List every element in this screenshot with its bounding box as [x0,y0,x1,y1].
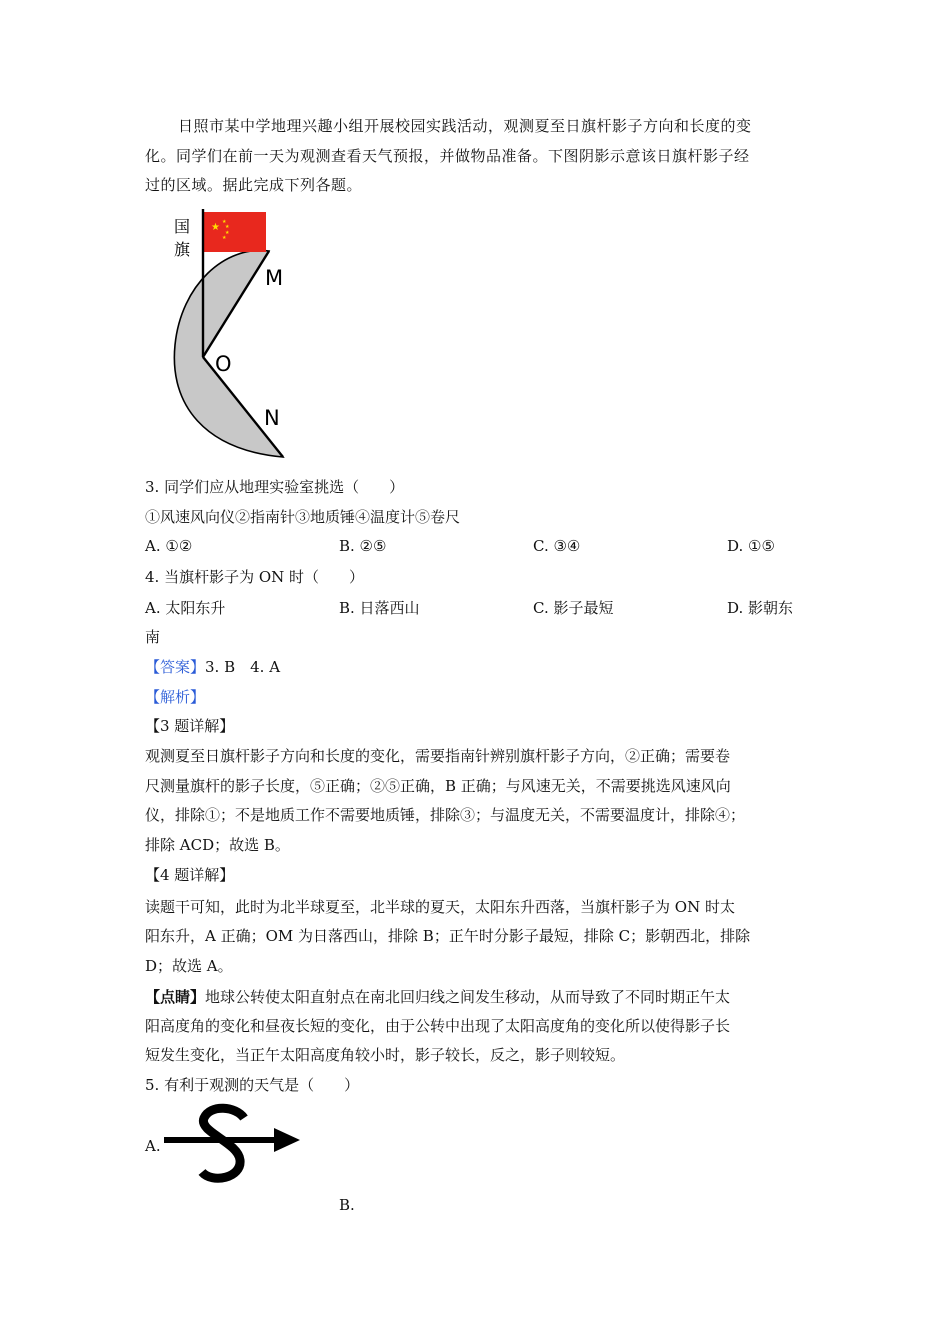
q3-option-b: B. ②⑤ [339,537,387,555]
flag-star-icon: ★ [211,222,220,233]
q4-stem: 4. 当旗杆影子为 ON 时（ ） [145,568,365,586]
tip-line: 短发生变化，当正午太阳高度角较小时，影子较长，反之，影子则较短。 [145,1046,626,1064]
flag-star-icon: ★ [222,219,227,225]
answer-tag: 【答案】 [145,658,206,676]
q3-option-d: D. ①⑤ [727,537,775,555]
intro-line-3: 过的区域。据此完成下列各题。 [145,176,363,194]
q4-option-d: D. 影朝东 [727,599,794,617]
tip-line: 阳高度角的变化和昼夜长短的变化，由于公转中出现了太阳高度角的变化所以使得影子长 [145,1017,731,1035]
q5-stem: 5. 有利于观测的天气是（ ） [145,1076,360,1094]
q4-option-c: C. 影子最短 [533,599,614,617]
q4-detail-line: 阳东升，A 正确；OM 为日落西山，排除 B；正午时分影子最短，排除 C；影朝西北，排除 [145,927,751,945]
q4-option-b: B. 日落西山 [339,599,420,617]
q4-option-a: A. 太阳东升 [145,599,226,617]
analysis-tag: 【解析】 [145,688,206,706]
q3-detail-line: 观测夏至日旗杆影子方向和长度的变化，需要指南针辨别旗杆影子方向，②正确；需要卷 [145,747,731,765]
intro-line-1: 日照市某中学地理兴趣小组开展校园实践活动，观测夏至日旗杆影子方向和长度的变 [178,117,752,135]
q3-detail-line: 仪，排除①；不是地质工作不需要地质锤，排除③；与温度无关，不需要温度计，排除④； [145,806,746,824]
intro-line-2: 化。同学们在前一天为观测查看天气预报，并做物品准备。下图阴影示意该日旗杆影子经 [145,147,750,165]
q4-detail-heading: 【4 题详解】 [145,866,235,884]
q3-detail-heading: 【3 题详解】 [145,717,235,735]
tip-tag: 【点睛】 [145,988,206,1006]
q3-option-a: A. ①② [145,537,193,555]
answer-line [145,657,280,677]
label-m: M [265,266,284,290]
q3-stem: 3. 同学们应从地理实验室挑选（ ） [145,478,405,496]
flag-star-icon: ★ [225,224,230,230]
tip-first: 地球公转使太阳直射点在南北回归线之间发生移动，从而导致了不同时期正午太 [205,988,731,1006]
label-n: N [264,406,280,430]
q4-detail-line: 读题干可知，此时为北半球夏至，北半球的夏天，太阳东升西落，当旗杆影子为 ON 时太 [145,898,735,916]
q3-items: ①风速风向仪②指南针③地质锤④温度计⑤卷尺 [145,508,461,526]
answer-text: 3. B 4. A [205,658,281,676]
q5-option-b: B. [339,1196,355,1214]
q5-option-a: A. [145,1137,161,1155]
flag-star-icon: ★ [222,235,227,241]
q3-detail-line: 排除 ACD；故选 B。 [145,836,290,854]
label-o: O [215,352,232,376]
q4-detail-line: D；故选 A。 [145,957,233,975]
tip-line [145,987,730,1007]
flag-star-icon: ★ [225,230,230,236]
sandstorm-symbol-icon [162,1102,304,1186]
q4-option-d-wrap: 南 [145,628,161,646]
flag-label-1: 国 [174,217,191,236]
flagpole-shadow-figure [165,205,305,465]
flag-label-2: 旗 [174,240,191,259]
q3-detail-line: 尺测量旗杆的影子长度，⑤正确；②⑤正确，B 正确；与风速无关，不需要挑选风速风向 [145,777,731,795]
q3-option-c: C. ③④ [533,537,581,555]
